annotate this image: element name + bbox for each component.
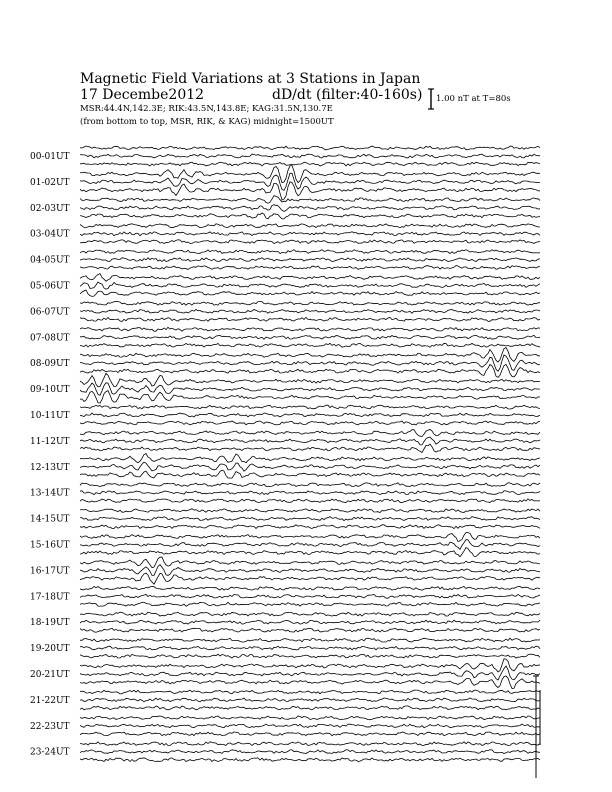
- station-trace: [80, 732, 540, 736]
- station-trace: [80, 706, 540, 710]
- hour-label: 06-07UT: [30, 307, 70, 318]
- hour-row: [30, 557, 540, 584]
- station-trace: [80, 499, 540, 503]
- station-trace: [80, 196, 540, 204]
- station-trace: [80, 165, 540, 182]
- station-trace: [80, 250, 540, 254]
- scale-label: 1.00 nT at T=80s: [436, 94, 511, 104]
- hour-row: [30, 690, 540, 710]
- hour-row: [30, 165, 540, 200]
- station-trace: [80, 540, 540, 550]
- hour-label: 21-22UT: [30, 695, 70, 706]
- station-trace: [80, 437, 540, 445]
- station-trace: [80, 698, 540, 702]
- hour-label: 09-10UT: [30, 385, 70, 396]
- station-trace: [80, 290, 540, 296]
- station-coordinates: MSR:44.4N,142.3E; RIK:43.5N,143.8E; KAG:31.5N,130.7E: [80, 104, 333, 114]
- station-trace: [80, 454, 540, 463]
- station-trace: [80, 548, 540, 557]
- hour-row: [30, 454, 540, 479]
- hour-label: 10-11UT: [30, 411, 70, 421]
- station-trace: [80, 258, 540, 262]
- hour-label: 22-23UT: [30, 721, 70, 732]
- chart-quantity: dD/dt (filter:40-160s): [272, 87, 423, 103]
- station-trace: [80, 413, 540, 417]
- hour-label: 08-09UT: [30, 359, 70, 370]
- station-trace: [80, 421, 540, 425]
- hour-row: [30, 659, 540, 689]
- hour-label: 02-03UT: [30, 203, 70, 214]
- hour-row: [30, 274, 540, 297]
- station-trace: [80, 173, 540, 190]
- station-trace: [80, 309, 540, 313]
- station-trace: [80, 327, 540, 331]
- hour-label: 04-05UT: [30, 255, 70, 266]
- station-trace: [80, 429, 540, 436]
- station-trace: [80, 742, 540, 746]
- station-trace: [80, 517, 540, 521]
- station-trace: [80, 509, 540, 513]
- station-trace: [80, 317, 540, 321]
- chart-date: 17 Decembe2012: [80, 87, 205, 103]
- station-trace: [80, 383, 540, 396]
- station-trace: [80, 266, 540, 270]
- station-trace: [80, 348, 540, 363]
- station-trace: [80, 628, 540, 632]
- hour-row: [30, 224, 540, 244]
- station-trace: [80, 274, 540, 282]
- station-trace: [80, 205, 540, 212]
- station-trace: [80, 162, 540, 166]
- station-trace: [80, 654, 540, 658]
- hour-row: [30, 483, 540, 503]
- station-trace: [80, 586, 540, 590]
- station-trace: [80, 405, 540, 409]
- station-trace: [80, 282, 540, 289]
- hour-label: 19-20UT: [30, 644, 70, 655]
- hour-label: 00-01UT: [30, 152, 70, 162]
- hour-label: 03-04UT: [30, 229, 70, 240]
- hour-label: 07-08UT: [30, 333, 70, 344]
- hour-row: [30, 348, 540, 378]
- station-trace: [80, 594, 540, 598]
- station-trace: [80, 224, 540, 228]
- station-trace: [80, 301, 540, 305]
- hour-row: [30, 742, 540, 762]
- hour-row: [30, 405, 540, 425]
- station-trace: [80, 676, 540, 688]
- hour-label: 11-12UT: [30, 436, 70, 447]
- station-trace: [80, 444, 540, 452]
- hour-row: [30, 301, 540, 321]
- station-trace: [80, 491, 540, 495]
- station-trace: [80, 483, 540, 487]
- station-trace: [80, 612, 540, 616]
- hour-row: [30, 509, 540, 529]
- station-trace: [80, 758, 540, 762]
- station-trace: [80, 565, 540, 576]
- hour-label: 16-17UT: [30, 566, 70, 577]
- station-trace: [80, 343, 540, 347]
- station-trace: [80, 213, 540, 219]
- station-trace: [80, 364, 540, 377]
- hour-row: [30, 327, 540, 347]
- station-trace: [80, 462, 540, 471]
- station-trace: [80, 690, 540, 694]
- chart-title: Magnetic Field Variations at 3 Stations in Japan: [80, 71, 421, 87]
- hour-row: [30, 146, 540, 166]
- hour-label: 14-15UT: [30, 514, 70, 525]
- hour-row: [30, 716, 540, 736]
- station-trace: [80, 182, 540, 200]
- station-trace: [80, 232, 540, 236]
- hour-label: 17-18UT: [30, 592, 70, 603]
- station-trace: [80, 646, 540, 650]
- hour-row: [30, 196, 540, 219]
- hour-label: 20-21UT: [30, 670, 70, 680]
- station-trace: [80, 355, 540, 371]
- station-trace: [80, 240, 540, 244]
- hour-label: 13-14UT: [30, 488, 70, 499]
- hour-row: [30, 533, 540, 557]
- hour-row: [30, 586, 540, 606]
- hour-label: 18-19UT: [30, 618, 70, 629]
- hour-label: 15-16UT: [30, 540, 70, 551]
- hour-row: [30, 373, 540, 403]
- station-trace: [80, 724, 540, 728]
- station-trace: [80, 391, 540, 404]
- station-trace: [80, 470, 540, 478]
- station-trace: [80, 154, 540, 158]
- station-trace: [80, 659, 540, 672]
- hour-row: [30, 250, 540, 270]
- station-trace: [80, 638, 540, 642]
- station-trace: [80, 533, 540, 542]
- station-trace: [80, 335, 540, 339]
- station-trace: [80, 557, 540, 568]
- station-order-note: (from bottom to top, MSR, RIK, & KAG) midnight=1500UT: [80, 117, 334, 127]
- hour-label: 12-13UT: [30, 462, 70, 473]
- station-trace: [80, 525, 540, 529]
- hour-label: 23-24UT: [30, 747, 70, 758]
- station-trace: [80, 750, 540, 754]
- station-trace: [80, 146, 540, 150]
- hour-row: [30, 612, 540, 632]
- station-trace: [80, 620, 540, 624]
- hour-row: [30, 429, 540, 452]
- station-trace: [80, 573, 540, 584]
- station-trace: [80, 716, 540, 720]
- hour-label: 05-06UT: [30, 281, 70, 292]
- station-trace: [80, 373, 540, 387]
- station-trace: [80, 602, 540, 606]
- hour-label: 01-02UT: [30, 177, 70, 188]
- hour-row: [30, 638, 540, 658]
- station-trace: [80, 666, 540, 680]
